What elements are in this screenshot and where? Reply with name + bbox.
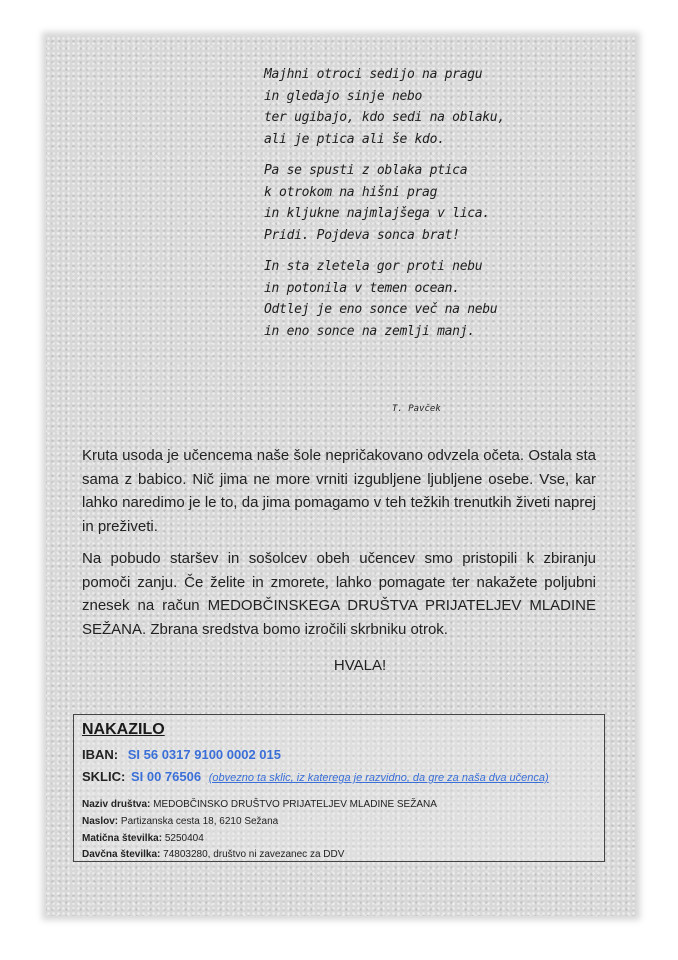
paragraph-1: Kruta usoda je učencema naše šole nepričakovano odvzela očeta. Ostala sta sama z babico. Nič jima ne more vrniti izgubljene ljubljene osebe. Vse, kar lahko naredimo je le to, da jima pomagamo v teh težkih trenutkih živeti naprej in preživeti. (82, 447, 596, 535)
poem-line: in kljukne najmlajšega v lica. (264, 206, 490, 221)
naslov-row (82, 816, 278, 827)
poem-line: ter ugibajo, kdo sedi na oblaku, (264, 110, 505, 125)
thanks-text: HVALA! (333, 657, 387, 674)
poem (264, 64, 505, 352)
body-text (82, 444, 596, 650)
naziv-value: MEDOBČINSKO DRUŠTVO PRIJATELJEV MLADINE SEŽANA (153, 799, 437, 810)
maticna-value: 5250404 (164, 833, 204, 844)
poem-stanza-2 (264, 160, 490, 246)
sklic-value: SI 00 76506 (130, 769, 202, 784)
poem-line: k otrokom na hišni prag (264, 184, 438, 200)
payment-box (73, 714, 605, 862)
poem-line: Pridi. Pojdeva sonca brat! (264, 227, 460, 243)
poem-stanza-1 (264, 64, 505, 150)
poem-line: Pa se spusti z oblaka ptica (264, 163, 468, 178)
davcna-label: Davčna številka: (82, 849, 161, 860)
maticna-label: Matična številka: (82, 833, 163, 844)
poem-line: In sta zletela gor proti nebu (264, 259, 483, 274)
naslov-label: Naslov: (82, 816, 119, 827)
poem-author: T. Pavček (392, 404, 441, 414)
iban-value: SI 56 0317 9100 0002 015 (127, 747, 281, 762)
sklic-label: SKLIC: (82, 769, 126, 784)
payment-title: NAKAZILO (82, 721, 165, 738)
poem-line: in potonila v temen ocean. (264, 280, 460, 296)
sklic-row (82, 769, 549, 784)
davcna-row (82, 849, 344, 860)
naziv-row (82, 799, 437, 810)
maticna-row (82, 833, 204, 844)
sklic-note-link[interactable]: (obvezno ta sklic, iz katerega je razvidno, da gre za naša dva učenca) (208, 772, 549, 784)
poem-line: in gledajo sinje nebo (264, 88, 423, 104)
iban-row (82, 747, 281, 762)
poem-line: in eno sonce na zemlji manj. (264, 323, 475, 339)
paragraph-2: Na pobudo staršev in sošolcev obeh učencev smo pristopili k zbiranju pomoči zanju. Če želite in zmorete, lahko pomagate ter nakažete poljubni znesek na račun MEDOBČINSKEGA DRUŠTVA PRIJATELJEV MLADINE SEŽANA. Zbrana sredstva bomo izročili skrbniku otrok. (82, 550, 596, 638)
naziv-label: Naziv društva: (82, 799, 151, 810)
poem-line: Odtlej je eno sonce več na nebu (264, 302, 498, 317)
iban-label: IBAN: (82, 747, 119, 762)
naslov-value: Partizanska cesta 18, 6210 Sežana (120, 816, 279, 827)
poem-line: Majhni otroci sedijo na pragu (264, 67, 483, 82)
poem-line: ali je ptica ali še kdo. (264, 131, 445, 147)
davcna-value: 74803280, društvo ni zavezanec za DDV (163, 849, 345, 860)
poem-stanza-3 (264, 256, 498, 342)
